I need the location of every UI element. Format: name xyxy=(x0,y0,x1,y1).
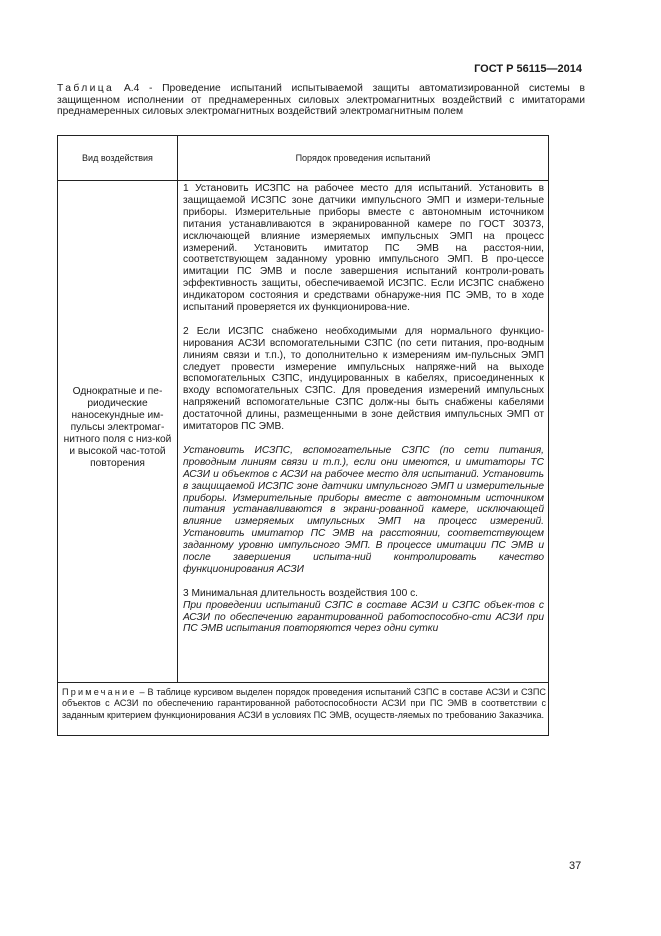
test-procedure-table xyxy=(57,135,549,736)
procedure-italic-repeat: При проведении испытаний СЗПС в составе АСЗИ и СЗПС объек-тов с АСЗИ по обеспечению гарантированной работоспособно-сти АСЗИ при ПС ЭМВ испытания повторяются через одни сутки xyxy=(183,599,544,635)
column-header-procedure: Порядок проведения испытаний xyxy=(295,153,431,163)
page-number: 37 xyxy=(569,860,582,872)
table-note-text: – В таблице курсивом выделен порядок проведения испытаний СЗПС в составе АСЗИ и СЗПС объектов с АСЗИ по обеспечению гарантированной работоспособности АСЗИ при ПС ЭМВ в соответствии с заданным критерием функционирования АСЗИ в условиях ПС ЭМВ, осуществ-ляемых по требованию Заказчика. xyxy=(62,687,546,720)
procedure-step-3: 3 Минимальная длительность воздействия 100 с. xyxy=(183,587,419,599)
table-caption-lead: Таблица xyxy=(57,83,115,94)
column-header-effect-type: Вид воздействия xyxy=(82,153,153,163)
table-caption-text: А.4 - Проведение испытаний испытываемой защиты автоматизированной системы в защищенном исполнении от преднамеренных силовых электромагнитных воздействий с имитаторами преднамеренных силовых электромагнитных воздействий электромагнитным полем xyxy=(57,83,585,118)
column-divider xyxy=(177,136,178,682)
procedure-step-2: 2 Если ИСЗПС снабжено необходимыми для нормального функцио-нирования АСЗИ вспомогательными СЗПС (по сети питания, про-водным линиям связи и т.п.), то дополнительно к измерениям им-пульсных ЭМП следует провести измерение импульсных напряже-ний на выходе вспомогательных СЗПС, индуцированных в кабелях, присоединенных к входу вспомогательных СЗПС. Для проведения измерений импульсных напряжений вспомогательные СЗПС долж-ны быть снабжены кабелями достаточной длины, размещенными в зоне действия импульсных ЭМП от имитаторов ПС ЭМВ. xyxy=(183,325,544,433)
procedure-step-1: 1 Установить ИСЗПС на рабочее место для испытаний. Установить в защищаемой ИСЗПС зоне датчики импульсного ЭМП и измери-тельные приборы. Измерительные приборы вместе с автономным источником питания устанавливаются в экранированной камере по ГОСТ 30373, исключающей влияние измеряемых импульсных ЭМП на процесс измерений. Установить имитатор ПС ЭМВ на расстоя-нии, соответствующем заданному уровню импульсного ЭМП. В про-цессе имитации ПС ЭМВ и после завершения испытаний контроли-ровать эффективность защиты, обеспечиваемой ИСЗПС. Если ИСЗПС снабжено индикатором состояния и средствами обнаруже-ния ПС ЭМВ, то в ходе испытаний проверяется их функционирова-ние. xyxy=(183,183,544,314)
procedure-italic-block: Установить ИСЗПС, вспомогательные СЗПС (по сети питания, проводным линиям связи и т.п.), если они имеются, и имитаторы ТС АСЗИ и объектов с АСЗИ на рабочее место для испытаний. Установить в защищаемой ИСЗПС зоне датчики импульсного ЭМП и измерительные приборы. Измерительные приборы вместе с автономным источником питания устанавливаются в экрани-рованной камере, исключающей влияние измеряемых импульсных ЭМП на процесс измерений. Установить имитатор ПС ЭМВ на расстоянии, соответствующем заданному уровню импульсного ЭМП. В процессе имитации ПС ЭМВ и после завершения испыта-ний контролировать качество функционирования АСЗИ xyxy=(183,444,544,575)
table-caption xyxy=(57,83,585,118)
table-note-lead: Примечание xyxy=(62,687,137,697)
header-divider xyxy=(58,180,548,181)
procedure-cell xyxy=(183,183,544,635)
table-note xyxy=(62,687,546,721)
note-divider xyxy=(58,682,548,683)
standard-code: ГОСТ Р 56115—2014 xyxy=(474,63,582,75)
effect-type-cell: Однократные и пе-риодические наносекундные им-пульсы электромаг-нитного поля с низ-кой и высокой час-тотой повторения xyxy=(63,386,172,469)
